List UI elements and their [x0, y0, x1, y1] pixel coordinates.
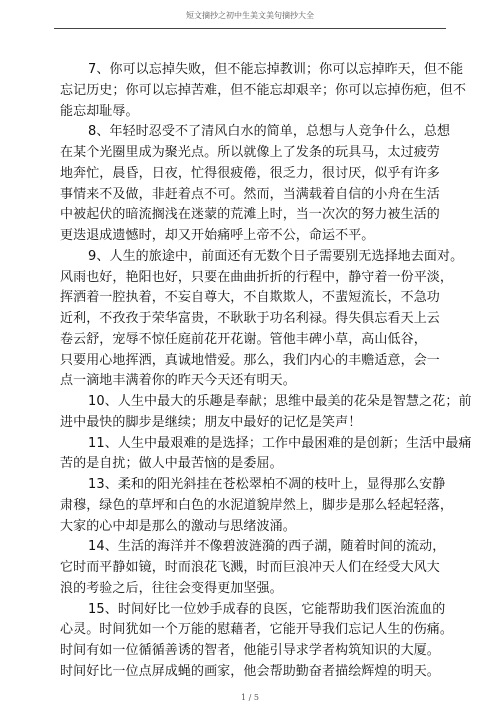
text-line: 13、柔和的阳光斜挂在苍松翠柏不凋的枝叶上，显得那么安静 [88, 477, 446, 492]
text-line: 地奔忙，晨昏，日夜，忙得很疲倦，很乏力，很讨厌，似乎有许多 [60, 165, 440, 181]
text-line: 近利，不孜孜于荣华富贵，不耿耿于功名利禄。得失俱忘看天上云 [60, 311, 440, 326]
text-line: 15、时间好比一位妙手成春的良医，它能帮助我们医治流血的 [88, 601, 446, 617]
text-line: 卷云舒，宠辱不惊任庭前花开花谢。管他丰碑小草，高山低谷， [60, 331, 427, 347]
page-number: 1 / 5 [241, 693, 259, 702]
text-line: 时间有如一位循循善诱的智者，他能引导求学者构筑知识的大厦。 [60, 643, 440, 658]
text-line: 在某个光圈里成为聚光点。所以就像上了发条的玩具马，太过疲劳 [60, 145, 440, 160]
text-line: 10、人生中最大的乐趣是奉献；思维中最美的花朵是智慧之花；前 [88, 394, 472, 409]
text-line: 苦的是自扰；做人中最苦恼的是委屈。 [60, 456, 283, 472]
text-line: 风雨也好，艳阳也好，只要在曲曲折折的行程中，静守着一份平淡， [60, 269, 454, 285]
text-line: 大家的心中却是那么的激动与思绪波涌。 [60, 518, 296, 534]
header-divider [54, 28, 446, 29]
text-line: 进中最快的脚步是继续；朋友中最好的记忆是笑声！ [60, 414, 362, 430]
text-line: 它时而平静如镜，时而浪花飞溅，时而巨浪冲天人们在经受大风大 [60, 560, 440, 575]
text-line: 7、你可以忘掉失败，但不能忘掉教训；你可以忘掉昨天，但不能 [88, 62, 464, 77]
text-line: 能忘却耻辱。 [60, 103, 139, 119]
text-line: 时间好比一位点屏成蝇的画家，他会帮助勤奋者描绘辉煌的明天。 [60, 663, 440, 679]
text-line: 中被起伏的暗流搁浅在迷蒙的荒滩上时，当一次次的努力被生活的 [60, 207, 440, 223]
document-header-title: 短文摘抄之初中生美文美句摘抄大全 [186, 11, 314, 20]
text-line: 事情来不及做，非赶着点不可。然而，当满载着自信的小舟在生活 [60, 186, 440, 202]
text-line: 14、生活的海洋并不像碧波涟漪的西子湖，随着时间的流动， [88, 539, 446, 555]
text-line: 浪的考验之后，往往会变得更加坚强。 [60, 580, 283, 596]
text-line: 9、人生的旅途中，前面还有无数个日子需要别无选择地去面对。 [88, 248, 464, 264]
text-line: 心灵。时间犹如一个万能的慰藉者，它能开导我们忘记人生的伤痛。 [60, 622, 454, 638]
text-line: 忘记历史；你可以忘掉苦难，但不能忘却艰辛；你可以忘掉伤疤，但不 [60, 82, 467, 98]
text-line: 8、年轻时忍受不了清风白水的简单，总想与人竞争什么，总想 [88, 124, 451, 140]
text-line: 11、人生中最艰难的是选择；工作中最困难的是创新；生活中最痛 [88, 435, 472, 451]
document-body [60, 60, 472, 683]
text-line: 挥洒着一腔执着，不妄自尊大，不自欺欺人，不蜚短流长，不急功 [60, 290, 440, 306]
text-line: 只要用心地挥洒，真诚地惜爱。那么，我们内心的丰赡适意，会一 [60, 352, 440, 368]
text-line: 肃穆，绿色的草坪和白色的水泥道貌岸然上，脚步是那么轻起轻落， [60, 497, 454, 513]
text-line: 更迭退成遗憾时，却又开始痛呼上帝不公，命运不平。 [60, 228, 375, 243]
text-line: 点一滴地丰满着你的昨天今天还有明天。 [60, 373, 296, 389]
